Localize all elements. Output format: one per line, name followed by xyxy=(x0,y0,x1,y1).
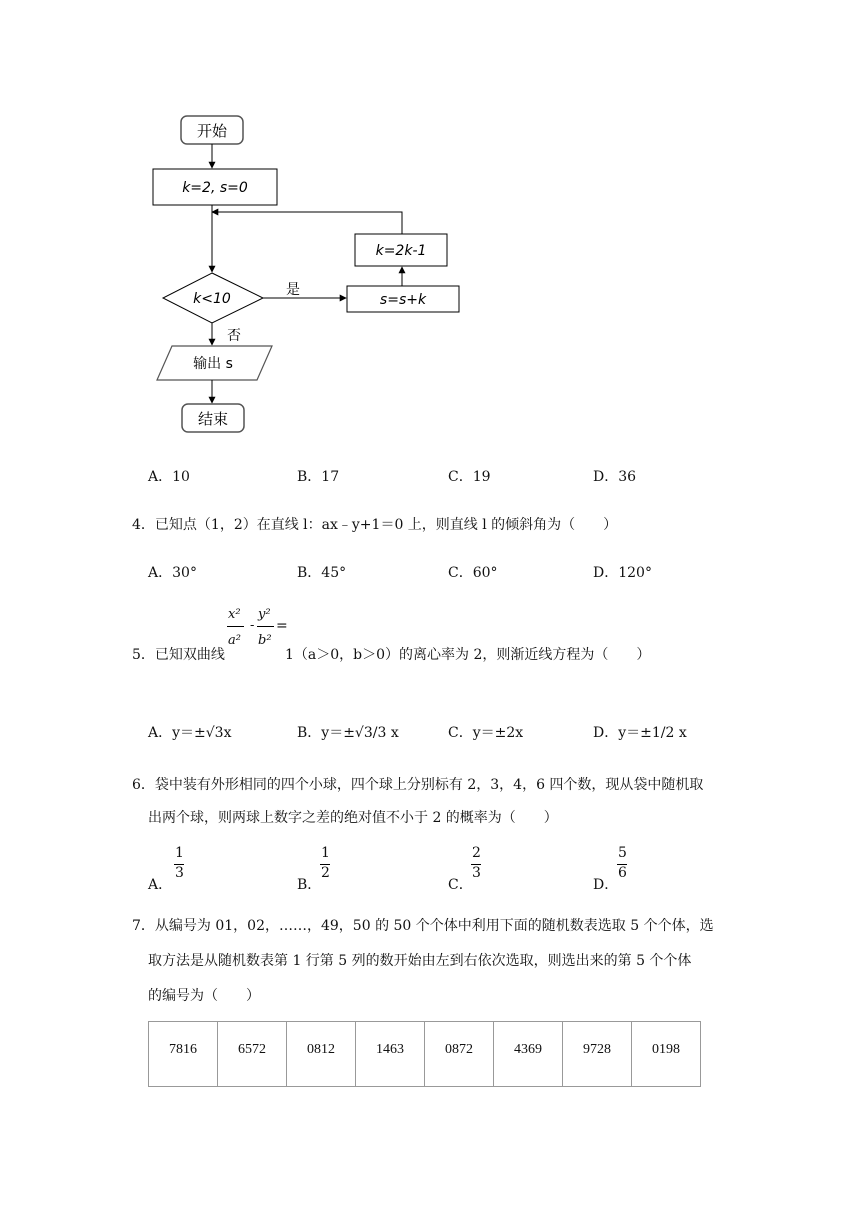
formula-a2: a² xyxy=(228,633,241,648)
option-value: 10 xyxy=(172,469,190,485)
update-k-label: k=2k-1 xyxy=(375,243,427,259)
formula-x2: x² xyxy=(228,607,241,622)
option-value: 60° xyxy=(472,565,498,581)
formula-bar-1 xyxy=(227,626,244,627)
option-value: 30° xyxy=(172,565,197,581)
init-label: k=2, s=0 xyxy=(182,180,248,196)
flowchart xyxy=(0,0,480,440)
table-cell: 4369 xyxy=(494,1022,563,1087)
q7-stem-line2: 取方法是从随机数表第 1 行第 5 列的数开始由左到右依次选取，则选出来的第 5 个个体 xyxy=(148,953,692,969)
formula-equals: = xyxy=(276,618,288,634)
q4-option-a[interactable] xyxy=(148,562,197,582)
q4-option-b[interactable] xyxy=(297,562,346,582)
q7-stem-line3: 的编号为（ ） xyxy=(148,988,260,1004)
option-value: 45° xyxy=(321,565,347,581)
formula-bar-2 xyxy=(257,626,274,627)
q3-option-b[interactable] xyxy=(297,466,339,486)
option-value: 36 xyxy=(618,469,637,485)
q5-suffix: 1（a＞0，b＞0）的离心率为 2，则渐近线方程为（ ） xyxy=(285,647,651,663)
condition-label: k<10 xyxy=(193,291,231,307)
q5-option-a[interactable] xyxy=(148,722,232,742)
table-cell: 7816 xyxy=(149,1022,218,1087)
q3-option-d[interactable] xyxy=(593,466,636,486)
option-letter: C． xyxy=(448,469,473,485)
option-value: y＝±2x xyxy=(472,725,524,741)
accumulate-label: s=s+k xyxy=(379,292,427,308)
option-letter: C． xyxy=(448,565,473,581)
option-letter: D． xyxy=(593,725,619,741)
q6-option-a[interactable] xyxy=(148,845,208,893)
fraction-denominator: 2 xyxy=(321,865,330,881)
no-label: 否 xyxy=(227,328,241,344)
option-value: y＝±√3/3 x xyxy=(321,725,399,741)
table-cell: 1463 xyxy=(356,1022,425,1087)
q7-stem-line1: 7．从编号为 01，02，……，49，50 的 50 个个体中利用下面的随机数表选取 5 个个体，选 xyxy=(132,918,714,934)
option-letter: B． xyxy=(297,877,322,893)
option-value: y＝±√3x xyxy=(172,725,232,741)
option-letter: C． xyxy=(448,725,473,741)
fraction-denominator: 3 xyxy=(472,865,481,881)
option-letter: B． xyxy=(297,469,322,485)
q5-option-b[interactable] xyxy=(297,722,399,742)
fraction-denominator: 6 xyxy=(618,865,627,881)
option-value: 19 xyxy=(472,469,491,485)
fraction-numerator: 1 xyxy=(321,845,330,861)
end-label: 结束 xyxy=(197,410,229,428)
formula-b2: b² xyxy=(258,633,272,648)
option-letter: B． xyxy=(297,565,322,581)
start-label: 开始 xyxy=(196,122,228,140)
q3-option-c[interactable] xyxy=(448,466,491,486)
q6-stem-line1: 6．袋中装有外形相同的四个小球，四个球上分别标有 2，3，4，6 四个数，现从袋中随机取 xyxy=(132,777,704,793)
q6-stem-line2: 出两个球，则两球上数字之差的绝对值不小于 2 的概率为（ ） xyxy=(148,810,558,826)
option-letter: D． xyxy=(593,565,619,581)
option-value: 17 xyxy=(321,469,340,485)
q6-option-b[interactable] xyxy=(297,845,357,893)
fraction-numerator: 1 xyxy=(175,845,184,861)
option-letter: A． xyxy=(148,469,173,485)
q6-option-c[interactable] xyxy=(448,845,508,893)
q6-option-d[interactable] xyxy=(593,845,653,893)
option-letter: C． xyxy=(448,877,473,893)
table-row xyxy=(149,1022,701,1087)
option-letter: A． xyxy=(148,565,173,581)
output-label: 输出 s xyxy=(193,356,233,372)
fraction-numerator: 5 xyxy=(618,845,627,861)
table-cell: 0812 xyxy=(287,1022,356,1087)
option-letter: A． xyxy=(148,877,173,893)
table-cell: 9728 xyxy=(563,1022,632,1087)
q5-option-c[interactable] xyxy=(448,722,523,742)
option-letter: D． xyxy=(593,877,619,893)
table-cell: 6572 xyxy=(218,1022,287,1087)
yes-label: 是 xyxy=(286,282,300,298)
formula-minus: - xyxy=(250,618,255,633)
random-number-table xyxy=(148,1021,701,1087)
table-cell: 0198 xyxy=(632,1022,701,1087)
q4-option-d[interactable] xyxy=(593,562,652,582)
q3-option-a[interactable] xyxy=(148,466,190,486)
formula-y2: y² xyxy=(258,607,271,622)
q4-stem: 4．已知点（1，2）在直线 l：ax﹣y+1＝0 上，则直线 l 的倾斜角为（ ） xyxy=(132,517,618,533)
fraction-numerator: 2 xyxy=(472,845,481,861)
option-letter: D． xyxy=(593,469,619,485)
option-letter: B． xyxy=(297,725,322,741)
table-cell: 0872 xyxy=(425,1022,494,1087)
fraction-denominator: 3 xyxy=(175,865,184,881)
q5-prefix: 5．已知双曲线 xyxy=(132,647,225,663)
option-letter: A． xyxy=(148,725,173,741)
q5-option-d[interactable] xyxy=(593,722,687,742)
option-value: 120° xyxy=(618,565,652,581)
option-value: y＝±1/2 x xyxy=(618,725,687,741)
q4-option-c[interactable] xyxy=(448,562,498,582)
